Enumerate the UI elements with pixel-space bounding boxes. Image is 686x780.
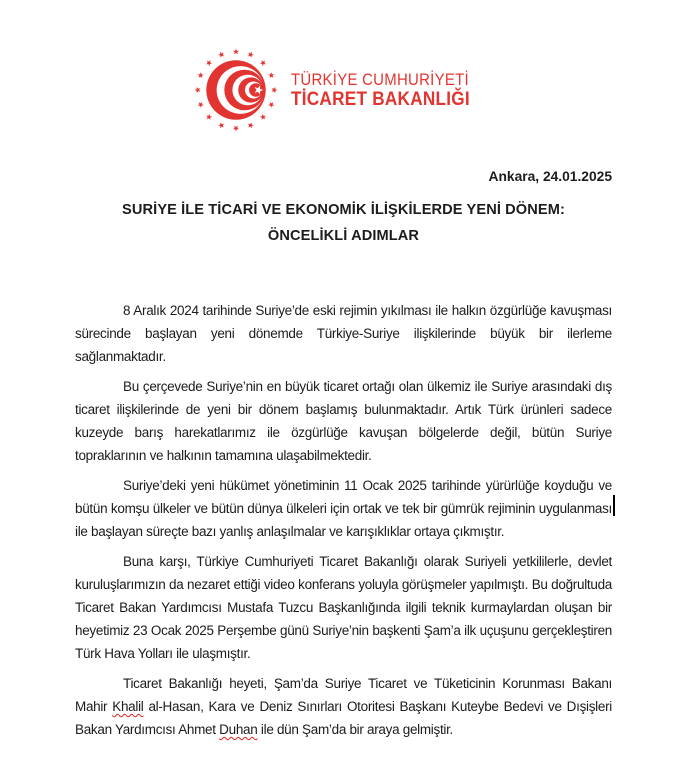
misspelled-word: Khalil [112,699,144,714]
document-title [75,197,612,249]
paragraph-5: Ticaret Bakanlığı heyeti, Şam’da Suriye Ticaret ve Tüketicinin Korunması Bakanı Mahir Khalil al-Hasan, Kara ve Deniz Sınırları Otoritesi Başkanı Kuteybe Bedevi ve Dışişleri Bakan Yardımcısı Ahmet Duhan ile dün Şam’da bir araya gelmiştir. [75,676,612,737]
misspelled-word: Duhan [219,722,258,737]
paragraph-4: Buna karşı, Türkiye Cumhuriyeti Ticaret Bakanlığı olarak Suriyeli yetkililerle, devlet kuruluşlarımızın da nezaret ettiği video konferans yoluyla görüşmeler yapılmıştı. Bu doğrultuda Ticaret Bakan Yardımcısı Mustafa Tuzcu Başkanlığında ilgili teknik kurmaylardan oluşan bir heyetimiz 23 Ocak 2025 Perşembe günü Suriye’nin başkenti Şam’a ilk uçuşunu gerçekleştiren Türk Hava Yolları ile ulaşmıştır. [75,554,612,661]
title-line-2: ÖNCELİKLİ ADIMLAR [267,228,420,244]
logo-org-name: TÜRKİYE CUMHURİYETİ [291,69,470,89]
document-content [0,169,686,741]
title-line-1: SURİYE İLE TİCARİ VE EKONOMİK İLİŞKİLERDE YENİ DÖNEM: [122,202,565,218]
date-line: Ankara, 24.01.2025 [488,169,612,184]
paragraph-3: Suriye’deki yeni hükümet yönetiminin 11 Ocak 2025 tarihinde yürürlüğe koyduğu ve bütün komşu ülkeler ve bütün dünya ülkeleri için ortak ve tek bir gümrük rejiminin uygulanması ile başlayan süreçte bazı yanlış anlaşılmalar ve karışıklıklar ortaya çıkmıştır. [75,478,612,539]
ministry-emblem-icon [191,45,281,135]
document-body [75,299,612,741]
ministry-logo [0,44,686,136]
paragraph-1: 8 Aralık 2024 tarihinde Suriye’de eski rejimin yıkılması ile halkın özgürlüğe kavuşması sürecinde başlayan yeni dönemde Türkiye-Suriye ilişkilerinde büyük bir ilerleme sağlanmaktadır. [75,303,612,364]
emblem-crescents [207,60,266,119]
paragraph-2: Bu çerçevede Suriye’nin en büyük ticaret ortağı olan ülkemiz ile Suriye arasındaki dış ticaret ilişkilerinde de yeni bir dönem başlamış bulunmaktadır. Artık Türk ürünleri sadece kuzeyde barış harekatlarımız ile özgürlüğe kavuşan bölgelerde değil, bütün Suriye topraklarının ve halkının tamamına ulaşabilmektedir. [75,379,612,463]
logo-ministry-name: TİCARET BAKANLIĞI [291,87,471,110]
text-cursor [613,495,615,516]
ministry-logo-text [291,70,470,111]
